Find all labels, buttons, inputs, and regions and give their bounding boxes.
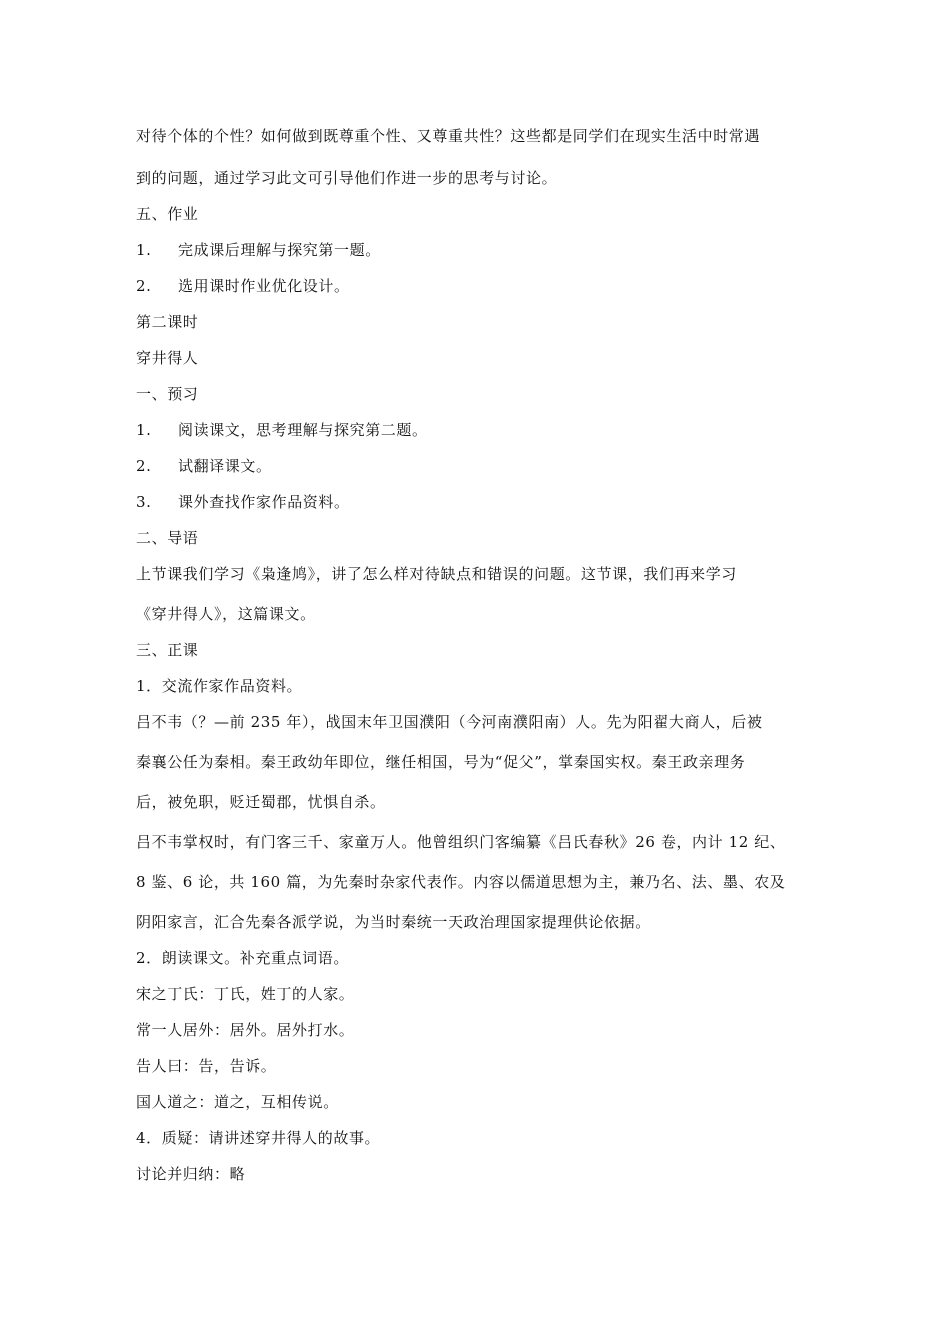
lesson-title: 穿井得人 [136,349,199,367]
section-heading: 三、正课 [136,641,199,659]
step-heading: 1．交流作家作品资料。 [136,677,303,695]
vocab-item: 告人曰：告，告诉。 [136,1057,277,1075]
body-text-line: 后，被免职，贬迁蜀郡，忧惧自杀。 [136,793,386,811]
body-text-line: 上节课我们学习《枭逢鸠》，讲了怎么样对待缺点和错误的问题。这节课，我们再来学习 [136,565,737,583]
list-item: 3. 课外查找作家作品资料。 [136,493,350,511]
lesson-heading: 第二课时 [136,313,199,331]
vocab-item: 常一人居外：居外。居外打水。 [136,1021,355,1039]
list-item: 1. 阅读课文，思考理解与探究第二题。 [136,421,428,439]
body-text-line: 到的问题，通过学习此文可引导他们作进一步的思考与讨论。 [136,169,558,187]
step-heading: 4．质疑：请讲述穿井得人的故事。 [136,1129,381,1147]
list-item: 2. 试翻译课文。 [136,457,272,475]
body-text-line: 《穿井得人》，这篇课文。 [136,605,316,623]
body-text-line: 8 鉴、6 论，共 160 篇，为先秦时杂家代表作。内容以儒道思想为主，兼乃名、法、墨、农及 [136,873,786,891]
vocab-item: 宋之丁氏：丁氏，姓丁的人家。 [136,985,355,1003]
body-text-line: 吕不韦（？—前 235 年），战国末年卫国濮阳（今河南濮阳南）人。先为阳翟大商人，后被 [136,713,763,731]
document-page [136,0,826,1344]
body-text-line: 对待个体的个性？如何做到既尊重个性、又尊重共性？这些都是同学们在现实生活中时常遇 [136,127,761,145]
list-item: 1. 完成课后理解与探究第一题。 [136,241,381,259]
vocab-item: 国人道之：道之，互相传说。 [136,1093,339,1111]
body-text-line: 秦襄公任为秦相。秦王政幼年即位，继任相国，号为“促父”，掌秦国实权。秦王政亲理务 [136,753,746,771]
section-heading: 一、预习 [136,385,199,403]
section-heading: 二、导语 [136,529,199,547]
body-text-line: 阴阳家言，汇合先秦各派学说，为当时秦统一天政治理国家提理供论依据。 [136,913,651,931]
section-heading: 五、作业 [136,205,199,223]
body-text-line: 讨论并归纳：略 [136,1165,246,1183]
step-heading: 2．朗读课文。补充重点词语。 [136,949,349,967]
list-item: 2. 选用课时作业优化设计。 [136,277,350,295]
body-text-line: 吕不韦掌权时，有门客三千、家童万人。他曾组织门客编纂《吕氏春秋》26 卷，内计 12 纪、 [136,833,786,851]
